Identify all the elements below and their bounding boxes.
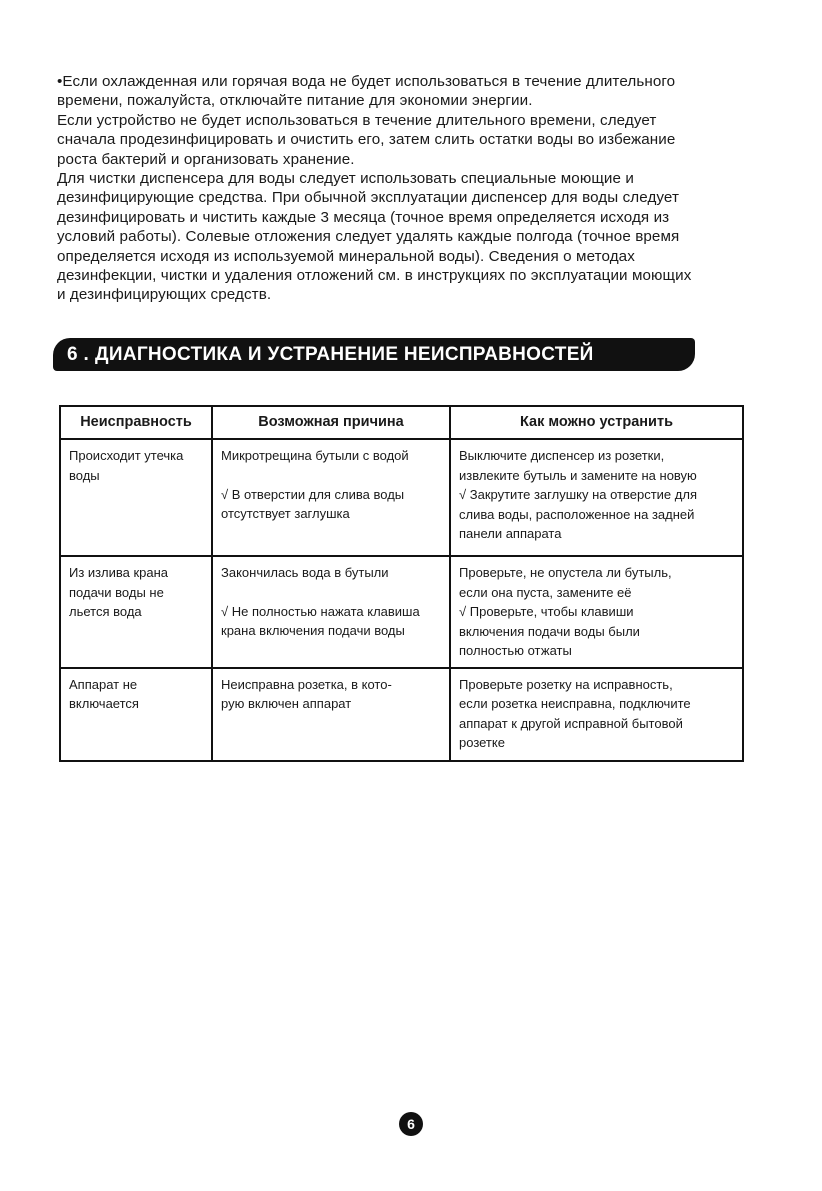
cell-line: √ Проверьте, чтобы клавиши (459, 604, 634, 619)
section-number: 6 . (67, 344, 90, 365)
cell-line: √ В отверстии для слива воды (221, 486, 405, 502)
intro-line: дезинфекции, чистки и удаления отложений см. в инструкциях по эксплуатации моющих (57, 267, 692, 285)
intro-line: Для чистки диспенсера для воды следует использовать специальные моющие и (57, 170, 634, 188)
cell-line: √ Закрутите заглушку на отверстие для (459, 487, 697, 502)
intro-line: дезинфицировать и чистить каждые 3 месяца (точное время определяется исходя из (57, 208, 670, 226)
cause-cell (212, 439, 450, 556)
problem-cell (60, 556, 212, 668)
cell-gap (221, 583, 443, 602)
header-cause: Возможная причина (212, 406, 450, 439)
cell-line: если она пуста, замените её (459, 584, 632, 600)
cell-line: Происходит утечка (69, 448, 184, 463)
problem-cell (60, 439, 212, 556)
cell-line: льется вода (69, 604, 142, 619)
cell-line: слива воды, расположенное на задней (459, 506, 695, 522)
section-title: ДИАГНОСТИКА И УСТРАНЕНИЕ НЕИСПРАВНОСТЕЙ (95, 344, 594, 365)
table-row (60, 439, 743, 556)
section-heading (53, 338, 695, 371)
problem-cell (60, 668, 212, 761)
cell-line: аппарат к другой исправной бытовой (459, 715, 683, 731)
cell-line: рую включен аппарат (221, 696, 352, 711)
intro-line: времени, пожалуйста, отключайте питание для экономии энергии. (57, 92, 533, 110)
intro-text (57, 72, 777, 305)
intro-line: сначала продезинфицировать и очистить его, затем слить остатки воды во избежание (57, 131, 676, 149)
intro-line: Если устройство не будет использоваться в течение длительного времени, следует (57, 111, 657, 129)
table-row (60, 556, 743, 668)
table-row (60, 668, 743, 761)
cause-cell (212, 668, 450, 761)
table-header-row (60, 406, 743, 439)
intro-line: определяется исходя из используемой минеральной воды). Сведения о методах (57, 247, 635, 265)
cell-line: извлеките бутыль и замените на новую (459, 467, 697, 483)
cell-line: если розетка неисправна, подключите (459, 696, 691, 711)
intro-line: и дезинфицирующих средств. (57, 286, 272, 304)
header-problem: Неисправность (60, 406, 212, 439)
intro-line: условий работы). Солевые отложения следует удалять каждые полгода (точное время (57, 228, 680, 246)
cell-line: панели аппарата (459, 526, 562, 541)
cause-cell (212, 556, 450, 668)
cell-line: Микротрещина бутыли с водой (221, 448, 409, 463)
cell-line: √ Не полностью нажата клавиша (221, 603, 420, 619)
cell-gap (221, 466, 443, 485)
cell-line: Закончилась вода в бутыли (221, 565, 389, 580)
cell-line: Проверьте, не опустела ли бутыль, (459, 565, 672, 580)
troubleshooting-table (59, 405, 744, 762)
intro-line: •Если охлажденная или горячая вода не будет использоваться в течение длительного (57, 73, 676, 90)
page-number: 6 (399, 1112, 423, 1136)
solution-cell (450, 439, 743, 556)
cell-line: отсутствует заглушка (221, 506, 350, 521)
cell-line: подачи воды не (69, 584, 164, 600)
cell-line: Неисправна розетка, в кото- (221, 676, 392, 692)
cell-line: Из излива крана (69, 565, 168, 580)
intro-line: дезинфицирующие средства. При обычной эксплуатации диспенсер для воды следует (57, 189, 680, 207)
cell-line: розетке (459, 735, 505, 750)
cell-line: Выключите диспенсер из розетки, (459, 448, 665, 463)
cell-line: полностью отжаты (459, 643, 572, 658)
solution-cell (450, 556, 743, 668)
cell-line: Аппарат не (69, 676, 138, 692)
cell-line: воды (69, 467, 100, 483)
cell-line: включения подачи воды были (459, 623, 640, 639)
cell-line: крана включения подачи воды (221, 623, 405, 638)
cell-line: Проверьте розетку на исправность, (459, 676, 673, 692)
solution-cell (450, 668, 743, 761)
header-solution: Как можно устранить (450, 406, 743, 439)
intro-line: роста бактерий и организовать хранение. (57, 150, 355, 168)
cell-line: включается (69, 696, 139, 711)
